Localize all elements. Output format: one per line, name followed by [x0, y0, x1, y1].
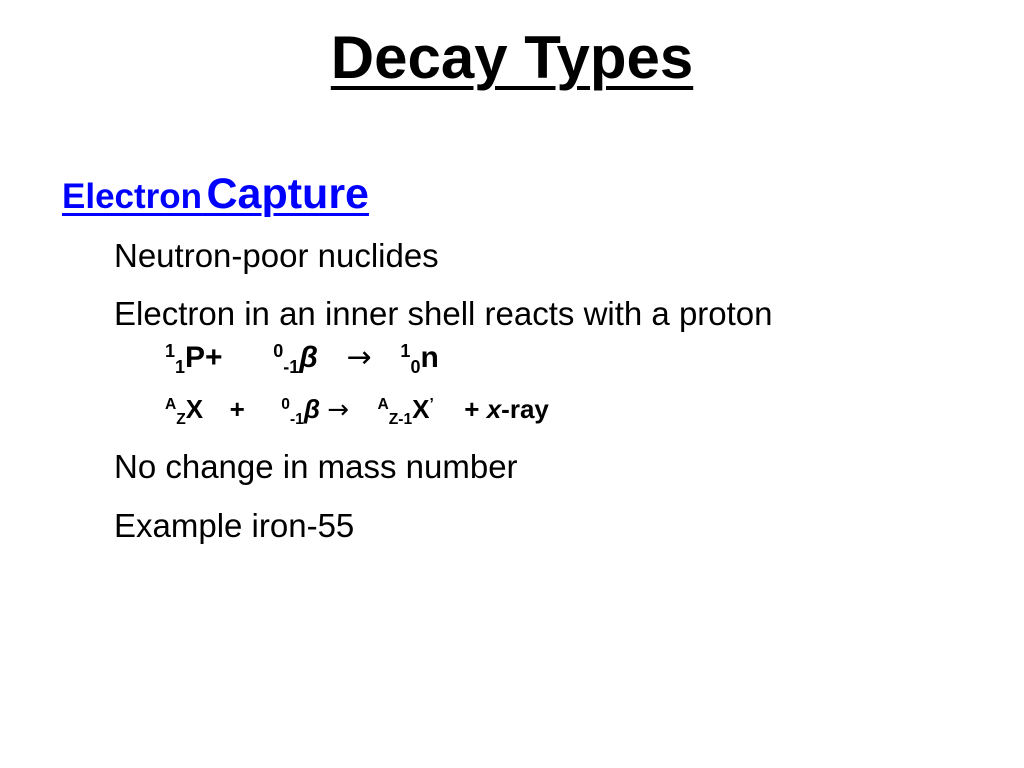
section-heading — [62, 166, 369, 232]
heading-part-electron: Electron — [62, 177, 203, 216]
xray-x: x — [486, 394, 502, 424]
beta-symbol: β — [303, 394, 320, 424]
parent-symbol: X — [185, 394, 204, 424]
equation-proton-capture — [165, 340, 439, 388]
reaction-arrow: → — [327, 395, 349, 425]
neutron-mass-number: 1 — [400, 341, 411, 362]
plus-sign: + — [229, 394, 245, 424]
daughter-symbol: X — [412, 394, 430, 424]
beta-mass-number: 0 — [273, 341, 284, 362]
bullet-inner-shell: Electron in an inner shell reacts with a proton — [114, 295, 773, 332]
plus-sign: + — [464, 394, 480, 424]
parent-atomic-number: Z — [176, 411, 186, 429]
bullet-example: Example iron-55 — [114, 507, 355, 544]
bullet-neutron-poor: Neutron-poor nuclides — [114, 237, 439, 274]
reaction-arrow: → — [346, 340, 372, 375]
proton-mass-number: 1 — [165, 341, 176, 362]
beta-charge: -1 — [283, 357, 300, 378]
parent-mass-number: A — [165, 396, 177, 414]
slide-title: Decay Types — [330, 24, 694, 91]
heading-part-capture: Capture — [206, 170, 369, 218]
proton-atomic-number: 1 — [175, 357, 186, 378]
xray-suffix: -ray — [501, 394, 549, 424]
beta-charge: -1 — [289, 411, 304, 429]
proton-symbol: P+ — [185, 341, 223, 374]
daughter-prime: ’ — [429, 395, 434, 413]
bullet-mass-number: No change in mass number — [114, 448, 518, 485]
neutron-symbol: n — [420, 341, 439, 374]
beta-mass-number: 0 — [281, 396, 290, 414]
neutron-atomic-number: 0 — [410, 357, 421, 378]
beta-symbol: β — [299, 341, 318, 374]
daughter-mass-number: A — [377, 396, 389, 414]
equation-general-capture — [165, 394, 549, 440]
daughter-atomic-number: Z-1 — [388, 411, 413, 429]
